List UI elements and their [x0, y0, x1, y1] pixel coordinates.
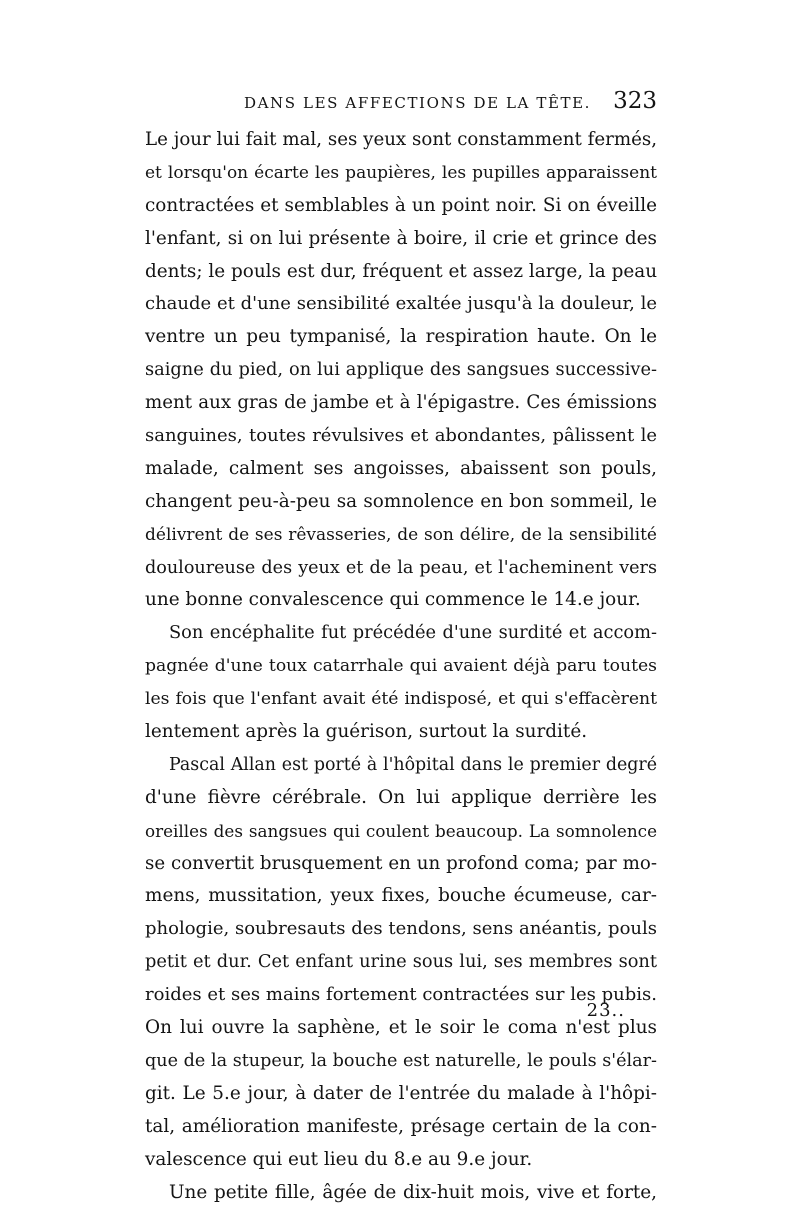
text-line: malade, calment ses angoisses, abaissent son pouls, [145, 457, 657, 479]
text-line: Une petite fille, âgée de dix-huit mois, vive et forte, [169, 1181, 657, 1203]
body-text [145, 124, 657, 1209]
signature-mark: 23.. [586, 1000, 625, 1021]
text-line: phologie, soubresauts des tendons, sens anéantis, pouls [145, 918, 657, 940]
text-line: ment aux gras de jambe et à l'épigastre. Ces émissions [145, 392, 657, 414]
running-title: DANS LES AFFECTIONS DE LA TÊTE. [244, 94, 592, 112]
text-line: que de la stupeur, la bouche est naturelle, le pouls s'élar- [145, 1050, 657, 1071]
text-line: saigne du pied, on lui applique des sangsues successive- [145, 359, 657, 381]
text-line: tal, amélioration manifeste, présage certain de la con- [145, 1115, 657, 1137]
text-line: git. Le 5.e jour, à dater de l'entrée du malade à l'hôpi- [145, 1082, 657, 1104]
text-line: douloureuse des yeux et de la peau, et l'acheminent vers [145, 557, 657, 578]
text-line: roides et ses mains fortement contractées sur les pubis. [145, 984, 657, 1006]
text-line: l'enfant, si on lui présente à boire, il crie et grince des [145, 227, 657, 249]
text-line: pagnée d'une toux catarrhale qui avaient déjà paru toutes [145, 656, 657, 677]
text-line: dents; le pouls est dur, fréquent et assez large, la peau [145, 260, 658, 282]
text-line: chaude et d'une sensibilité exaltée jusqu'à la douleur, le [145, 293, 657, 315]
text-line: d'une fièvre cérébrale. On lui applique derrière les [145, 786, 657, 808]
page-number: 323 [613, 88, 657, 114]
text-line: changent peu-à-peu sa somnolence en bon sommeil, le [145, 490, 657, 512]
text-line: contractées et semblables à un point noir. Si on éveille [145, 194, 657, 216]
text-line: les fois que l'enfant avait été indisposé, et qui s'effacèrent [145, 689, 657, 710]
text-line: mens, mussitation, yeux fixes, bouche écumeuse, car- [145, 885, 657, 907]
text-line: Son encéphalite fut précédée d'une surdité et accom- [169, 622, 657, 644]
text-line: valescence qui eut lieu du 8.e au 9.e jour. [145, 1148, 533, 1170]
text-line: une bonne convalescence qui commence le 14.e jour. [145, 589, 641, 611]
text-line: lentement après la guérison, surtout la surdité. [145, 721, 588, 743]
running-head [145, 88, 657, 120]
text-line: se convertit brusquement en un profond coma; par mo- [145, 852, 657, 874]
text-line: oreilles des sangsues qui coulent beaucoup. La somnolence [145, 820, 657, 841]
text-line: petit et dur. Cet enfant urine sous lui, ses membres sont [145, 951, 657, 973]
text-line: Le jour lui fait mal, ses yeux sont constamment fermés, [145, 129, 657, 150]
text-line: Pascal Allan est porté à l'hôpital dans le premier degré [169, 754, 657, 775]
text-line: délivrent de ses rêvasseries, de son délire, de la sensibilité [145, 524, 657, 545]
text-line: ventre un peu tympanisé, la respiration haute. On le [145, 326, 657, 348]
text-line: et lorsqu'on écarte les paupières, les pupilles apparaissent [145, 162, 657, 183]
text-line: sanguines, toutes révulsives et abondantes, pâlissent le [145, 425, 657, 447]
text-line: On lui ouvre la saphène, et le soir le coma n'est plus [145, 1017, 657, 1039]
